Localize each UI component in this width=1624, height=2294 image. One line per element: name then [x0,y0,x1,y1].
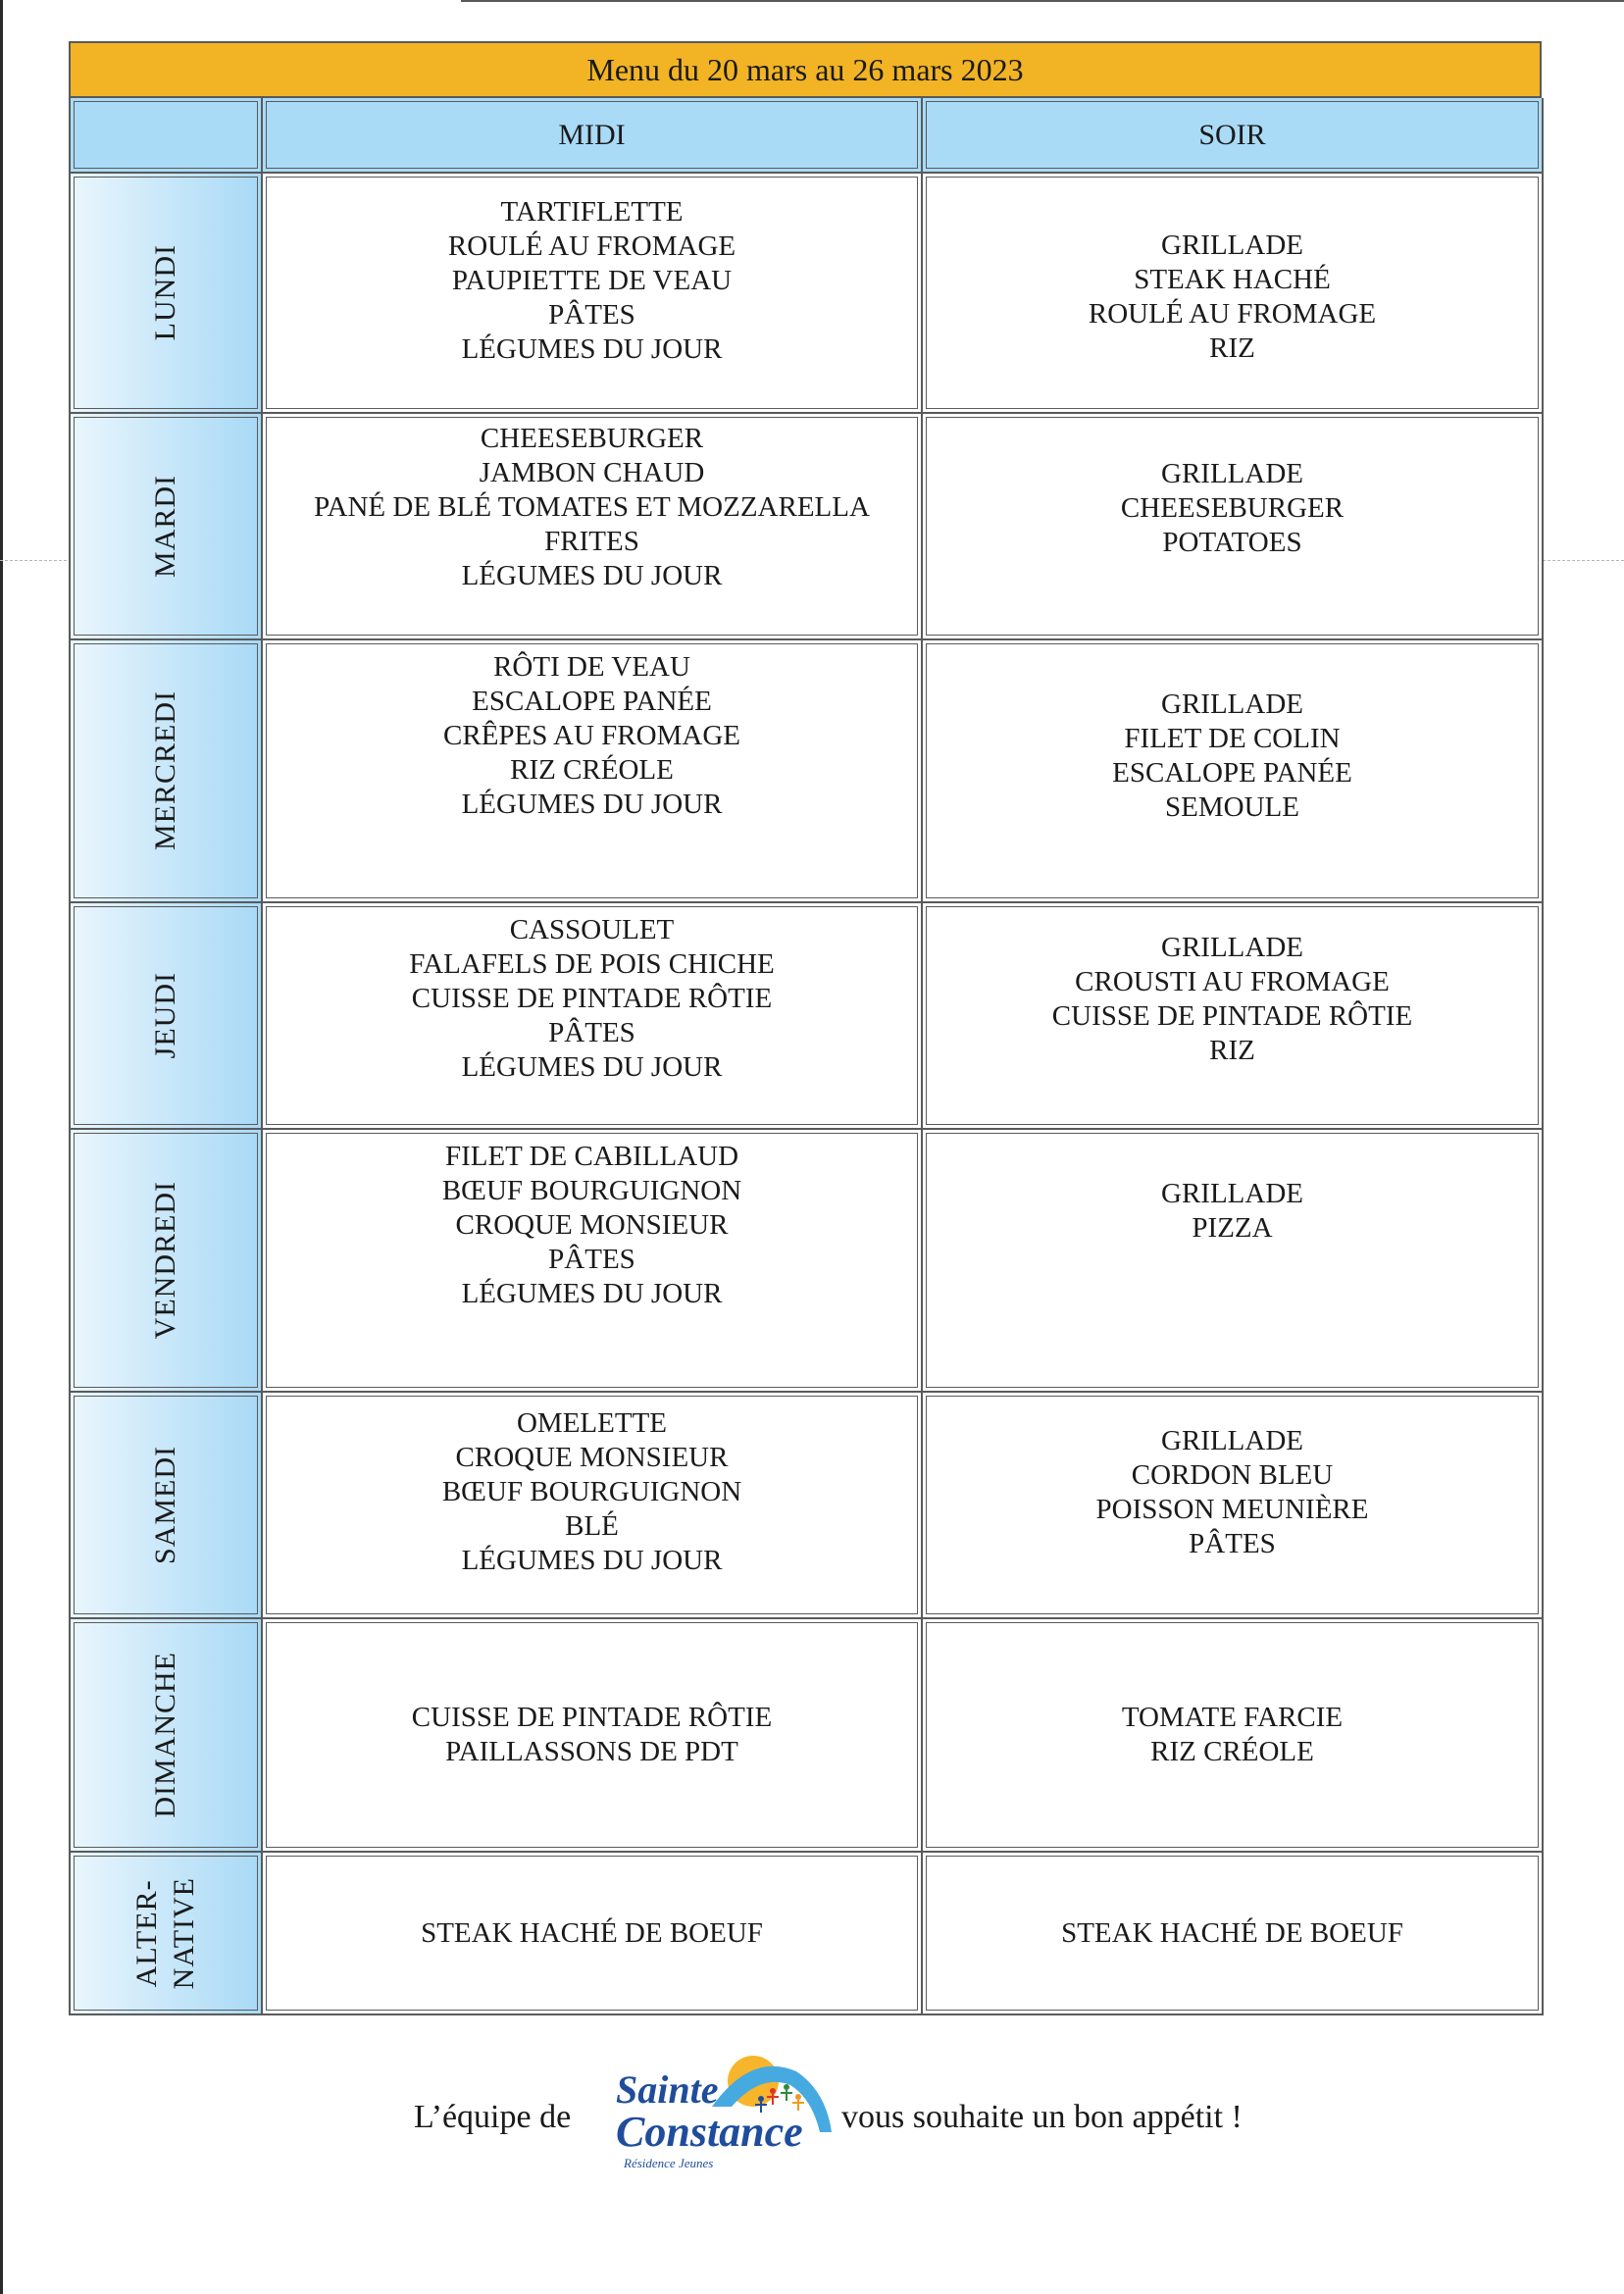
dish-item: GRILLADE [1161,1178,1303,1209]
dish-item: PANÉ DE BLÉ TOMATES ET MOZZARELLA [314,491,870,523]
midi-dishes-cell [263,1130,923,1393]
dish-item: STEAK HACHÉ DE BOEUF [1061,1916,1403,1949]
dish-item: FRITES [544,526,639,557]
day-label: ALTER- NATIVE [130,1876,200,1990]
dish-item: FILET DE COLIN [1124,723,1341,754]
dish-item: STEAK HACHÉ DE BOEUF [421,1916,763,1949]
dish-item: GRILLADE [1161,688,1303,720]
footer-text-after: vous souhaite un bon appétit ! [841,2099,1243,2135]
dish-item: POTATOES [1162,527,1302,558]
day-label-cell [71,1393,263,1619]
dish-item: BŒUF BOURGUIGNON [441,1175,742,1206]
day-label-cell [71,414,263,640]
day-label: VENDREDI [149,1181,181,1340]
header-midi: MIDI [263,98,923,174]
dish-item: PÂTES [548,1017,635,1048]
dish-item: ESCALOPE PANÉE [472,686,712,717]
soir-dishes-cell [923,903,1544,1130]
dish-item: CHEESEBURGER [1120,492,1345,524]
menu-title: Menu du 20 mars au 26 mars 2023 [69,41,1542,98]
dish-item: RIZ CRÉOLE [510,754,674,786]
footer-text-before: L’équipe de [414,2099,572,2135]
midi-dishes-cell [263,1393,923,1619]
footer [0,2048,1624,2185]
dish-item: BLÉ [565,1510,619,1542]
dish-item: PÂTES [548,299,635,331]
dish-item: TOMATE FARCIE [1121,1702,1344,1733]
scan-left-edge [0,0,3,2294]
soir-dishes-cell [923,1853,1544,2015]
logo-tagline: Résidence Jeunes [624,2156,714,2170]
day-label-cell [71,1619,263,1853]
soir-dishes-cell [923,640,1544,903]
dish-item: PÂTES [548,1244,635,1275]
dish-item: RIZ CRÉOLE [1150,1736,1314,1767]
day-label-cell [71,1853,263,2015]
dish-item: SEMOULE [1165,791,1299,823]
soir-dishes-cell [923,1393,1544,1619]
dish-item: LÉGUMES DU JOUR [461,1278,723,1309]
dish-item: FILET DE CABILLAUD [444,1141,739,1172]
soir-dishes-cell [923,1130,1544,1393]
day-label: SAMEDI [149,1445,181,1564]
dish-item: CHEESEBURGER [480,423,704,454]
dish-item: PIZZA [1192,1212,1273,1244]
dish-item: LÉGUMES DU JOUR [461,789,723,820]
midi-dishes-cell [263,414,923,640]
dish-item: POISSON MEUNIÈRE [1095,1494,1369,1525]
logo-name-line1: Sainte [616,2067,719,2112]
midi-dishes-cell [263,640,923,903]
dish-item: GRILLADE [1161,932,1303,963]
scan-top-edge [461,0,1624,2]
dish-item: CUISSE DE PINTADE RÔTIE [1051,1000,1413,1032]
midi-dishes-cell [263,903,923,1130]
dish-item: LÉGUMES DU JOUR [461,1051,723,1083]
dish-item: PAILLASSONS DE PDT [445,1736,738,1767]
dish-item: CORDON BLEU [1131,1459,1334,1491]
dish-item: ESCALOPE PANÉE [1112,757,1352,789]
day-label: DIMANCHE [149,1652,181,1818]
dish-item: RIZ [1209,1035,1255,1066]
corner-cell [71,98,263,174]
dish-item: JAMBON CHAUD [479,457,705,488]
dish-item: ROULÉ AU FROMAGE [447,230,736,262]
day-label: MARDI [149,474,181,578]
midi-dishes-cell [263,1853,923,2015]
dish-item: LÉGUMES DU JOUR [461,333,723,365]
menu-grid [69,98,1542,2015]
dish-item: GRILLADE [1161,229,1303,261]
dish-item: CROUSTI AU FROMAGE [1075,966,1390,997]
midi-dishes-cell [263,174,923,414]
logo-name-line2: Constance [616,2108,803,2156]
dish-item: FALAFELS DE POIS CHICHE [409,948,775,980]
day-label: MERCREDI [149,690,181,851]
day-label: LUNDI [149,244,181,341]
soir-dishes-cell [923,1619,1544,1853]
day-label-cell [71,174,263,414]
dish-item: TARTIFLETTE [500,196,684,228]
soir-dishes-cell [923,414,1544,640]
dish-item: LÉGUMES DU JOUR [461,1545,723,1576]
dish-item: GRILLADE [1161,1425,1303,1456]
dish-item: CRÊPES AU FROMAGE [443,720,740,751]
day-label: JEUDI [149,972,181,1059]
dish-item: ROULÉ AU FROMAGE [1088,298,1377,330]
dish-item: CUISSE DE PINTADE RÔTIE [411,983,773,1014]
dish-item: CROQUE MONSIEUR [455,1442,729,1473]
dish-item: BŒUF BOURGUIGNON [441,1476,742,1507]
dish-item: RIZ [1209,332,1255,364]
dish-item: PÂTES [1189,1528,1276,1559]
dish-item: STEAK HACHÉ [1134,264,1331,295]
sainte-constance-logo [604,2048,839,2175]
header-soir: SOIR [923,98,1544,174]
dish-item: GRILLADE [1161,458,1303,489]
dish-item: RÔTI DE VEAU [493,651,690,683]
day-label-cell [71,903,263,1130]
dish-item: OMELETTE [516,1407,667,1439]
day-label-cell [71,1130,263,1393]
midi-dishes-cell [263,1619,923,1853]
day-label-cell [71,640,263,903]
dish-item: CASSOULET [509,914,675,945]
dish-item: CROQUE MONSIEUR [455,1209,729,1241]
dish-item: CUISSE DE PINTADE RÔTIE [411,1702,773,1733]
dish-item: LÉGUMES DU JOUR [461,560,723,591]
menu-table [69,41,1542,2015]
soir-dishes-cell [923,174,1544,414]
dish-item: PAUPIETTE DE VEAU [451,265,733,296]
